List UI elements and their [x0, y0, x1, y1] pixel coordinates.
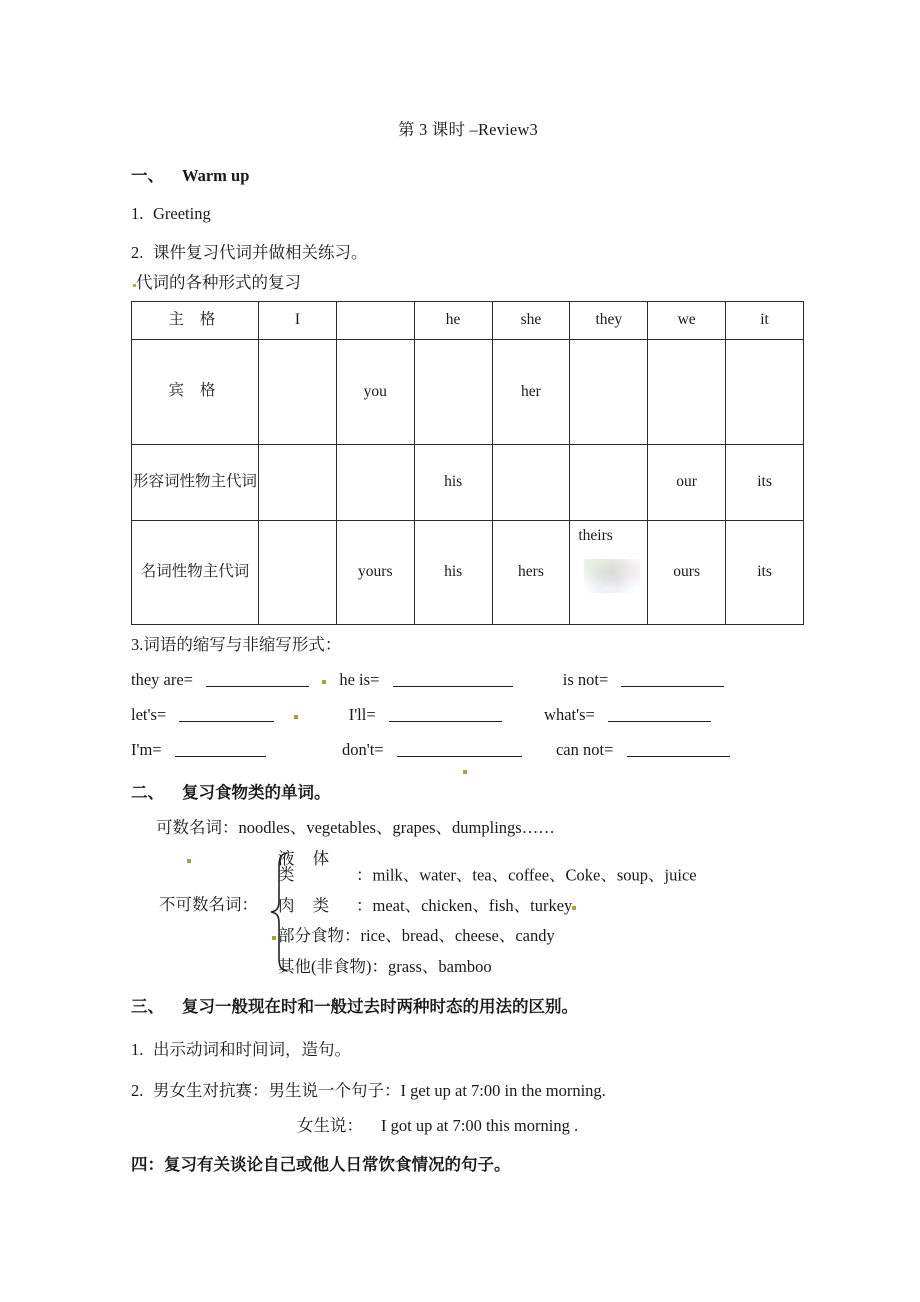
- section-heading-warmup: [131, 162, 805, 186]
- contraction-row-1: [131, 670, 805, 690]
- cell-objective-6: [648, 339, 726, 444]
- cell-possadj-5: [570, 444, 648, 520]
- warmup-item-2: [131, 239, 805, 263]
- contraction-row-2: [131, 705, 805, 725]
- cell-posspro-6: ours: [648, 520, 726, 624]
- warmup-item-1-index: 1.: [131, 204, 144, 223]
- cell-possadj-4: [492, 444, 570, 520]
- contraction-blank-is-not[interactable]: [621, 686, 724, 687]
- contraction-label-lets: let's=: [131, 705, 167, 724]
- cell-posspro-4: hers: [492, 520, 570, 624]
- section-number-2: 二、: [131, 783, 164, 802]
- contraction-heading: 3.词语的缩写与非缩写形式：: [131, 634, 342, 654]
- table-row: [132, 339, 804, 444]
- contraction-blank-lets[interactable]: [179, 721, 274, 722]
- cell-possadj-2: [336, 444, 414, 520]
- cell-objective-1: [259, 339, 337, 444]
- uncountable-group-partial-words: rice、bread、cheese、candy: [360, 926, 555, 945]
- scan-artifact-dot: [187, 859, 191, 863]
- uncountable-group-partial-sep: ：: [344, 926, 361, 945]
- row-label-text: 名词性物主代词: [140, 562, 250, 580]
- contraction-blank-they-are[interactable]: [206, 686, 309, 687]
- row-label-text: 形容词性物主代词: [132, 472, 257, 490]
- uncountable-group-liquid-label: 液 体 类: [278, 848, 337, 884]
- row-label-text: 宾 格: [168, 382, 222, 400]
- contraction-blank-whats[interactable]: [608, 721, 711, 722]
- cell-objective-5: [570, 339, 648, 444]
- cell-possadj-1: [259, 444, 337, 520]
- contraction-blank-he-is[interactable]: [393, 686, 513, 687]
- row-label-possessive-pronoun: [132, 520, 259, 624]
- uncountable-group-other-words: grass、bamboo: [388, 956, 492, 976]
- cell-subjective-5: they: [570, 301, 648, 339]
- tense-girls-sentence: I got up at 7:00 this morning .: [381, 1115, 579, 1135]
- uncountable-group-other-sep: ：: [371, 956, 388, 976]
- cell-objective-2: you: [336, 339, 414, 444]
- tense-girls-line: [131, 1115, 805, 1135]
- contraction-label-they-are: they are=: [131, 670, 193, 689]
- section-number-1: 一、: [131, 166, 164, 185]
- cell-subjective-2: [336, 301, 414, 339]
- cell-possadj-7: its: [726, 444, 804, 520]
- scan-artifact-smudge: [584, 559, 640, 593]
- uncountable-group-meat-sep: ：: [356, 895, 373, 915]
- uncountable-group-meat-words: meat、chicken、fish、turkey: [372, 895, 573, 915]
- pronoun-table-caption-text: 代词的各种形式的复习: [136, 273, 301, 292]
- contraction-label-can-not: can not=: [555, 740, 614, 759]
- cell-objective-3: [414, 339, 492, 444]
- section-title-warmup: Warm up: [182, 166, 250, 185]
- uncountable-nouns-label: 不可数名词：: [159, 894, 258, 914]
- cell-possadj-3: his: [414, 444, 492, 520]
- page-title: 第 3 课时 –Review3: [397, 120, 539, 139]
- cell-subjective-4: she: [492, 301, 570, 339]
- contraction-label-is-not: is not=: [562, 670, 609, 689]
- uncountable-group-partial: [278, 928, 805, 945]
- cell-posspro-7: its: [726, 520, 804, 624]
- tense-item-1-index: 1.: [131, 1039, 144, 1059]
- scan-artifact-dot: [572, 906, 576, 910]
- table-row: [132, 301, 804, 339]
- table-row: [132, 520, 804, 624]
- uncountable-group-liquid: [278, 848, 805, 884]
- contraction-label-ill: I'll=: [348, 705, 376, 724]
- cell-posspro-3: his: [414, 520, 492, 624]
- section-heading-food: [131, 779, 805, 803]
- scan-artifact-dot: [322, 680, 326, 684]
- cell-possadj-6: our: [648, 444, 726, 520]
- section-heading-diet: 四：复习有关谈论自己或他人日常饮食情况的句子。: [131, 1155, 511, 1174]
- cell-posspro-2: yours: [336, 520, 414, 624]
- cell-posspro-1: [259, 520, 337, 624]
- scan-artifact-dot: [294, 715, 298, 719]
- cell-subjective-1: I: [259, 301, 337, 339]
- warmup-item-2-text: 课件复习代词并做相关练习。: [153, 243, 368, 262]
- row-label-subjective: [132, 301, 259, 339]
- cell-objective-7: [726, 339, 804, 444]
- tense-item-1: [131, 1036, 805, 1060]
- contraction-row-3: [131, 740, 805, 760]
- uncountable-nouns-block: [131, 848, 805, 979]
- cell-subjective-7: it: [726, 301, 804, 339]
- uncountable-group-liquid-words: milk、water、tea、coffee、Coke、soup、juice: [372, 865, 697, 884]
- contraction-blank-ill[interactable]: [389, 721, 502, 722]
- cell-subjective-6: we: [648, 301, 726, 339]
- contraction-label-im: I'm=: [131, 740, 162, 759]
- pronoun-forms-table: [131, 301, 804, 625]
- cell-objective-4: her: [492, 339, 570, 444]
- uncountable-group-partial-label: 部分食物: [278, 926, 344, 945]
- row-label-possessive-adjective: [132, 444, 259, 520]
- cell-subjective-3: he: [414, 301, 492, 339]
- tense-item-2-text: 男女生对抗赛：男生说一个句子：I get up at 7:00 in the morning.: [153, 1080, 606, 1100]
- contraction-label-he-is: he is=: [339, 670, 380, 689]
- section-heading-tense: [131, 993, 805, 1017]
- cell-posspro-5-text: theirs: [578, 526, 613, 544]
- uncountable-group-liquid-sep: ：: [356, 865, 373, 884]
- contraction-blank-im[interactable]: [175, 756, 266, 757]
- warmup-item-2-index: 2.: [131, 243, 144, 262]
- cell-posspro-5: [570, 520, 648, 624]
- row-label-objective: [132, 339, 259, 444]
- uncountable-group-other: [278, 956, 805, 976]
- section-number-3: 三、: [131, 996, 164, 1016]
- pronoun-table-caption: [133, 275, 805, 292]
- countable-nouns-row: [131, 820, 805, 837]
- section-title-food: 复习食物类的单词。: [182, 783, 331, 802]
- row-label-text: 主 格: [168, 310, 222, 328]
- countable-nouns-label: 可数名词：: [156, 818, 239, 837]
- uncountable-group-meat-label: 肉 类: [278, 895, 337, 915]
- table-row: [132, 444, 804, 520]
- tense-girls-label: 女生说：: [297, 1115, 363, 1135]
- tense-item-1-text: 出示动词和时间词，造句。: [153, 1039, 351, 1059]
- contraction-blank-can-not[interactable]: [627, 756, 730, 757]
- contraction-label-dont: don't=: [341, 740, 384, 759]
- contraction-label-whats: what's=: [544, 705, 595, 724]
- curly-brace-icon: [268, 851, 290, 973]
- contraction-blank-dont[interactable]: [397, 756, 522, 757]
- document-body: [131, 0, 805, 1175]
- uncountable-group-other-label: 其他(非食物): [278, 956, 372, 976]
- uncountable-group-meat: [278, 895, 805, 915]
- tense-item-2-index: 2.: [131, 1080, 144, 1100]
- tense-item-2: [131, 1077, 805, 1101]
- scan-artifact-dot: [463, 770, 467, 774]
- section-title-tense: 复习一般现在时和一般过去时两种时态的用法的区别。: [182, 996, 578, 1016]
- countable-nouns-words: noodles、vegetables、grapes、dumplings……: [238, 818, 555, 837]
- warmup-item-1-text: Greeting: [153, 204, 211, 223]
- warmup-item-1: [131, 204, 805, 224]
